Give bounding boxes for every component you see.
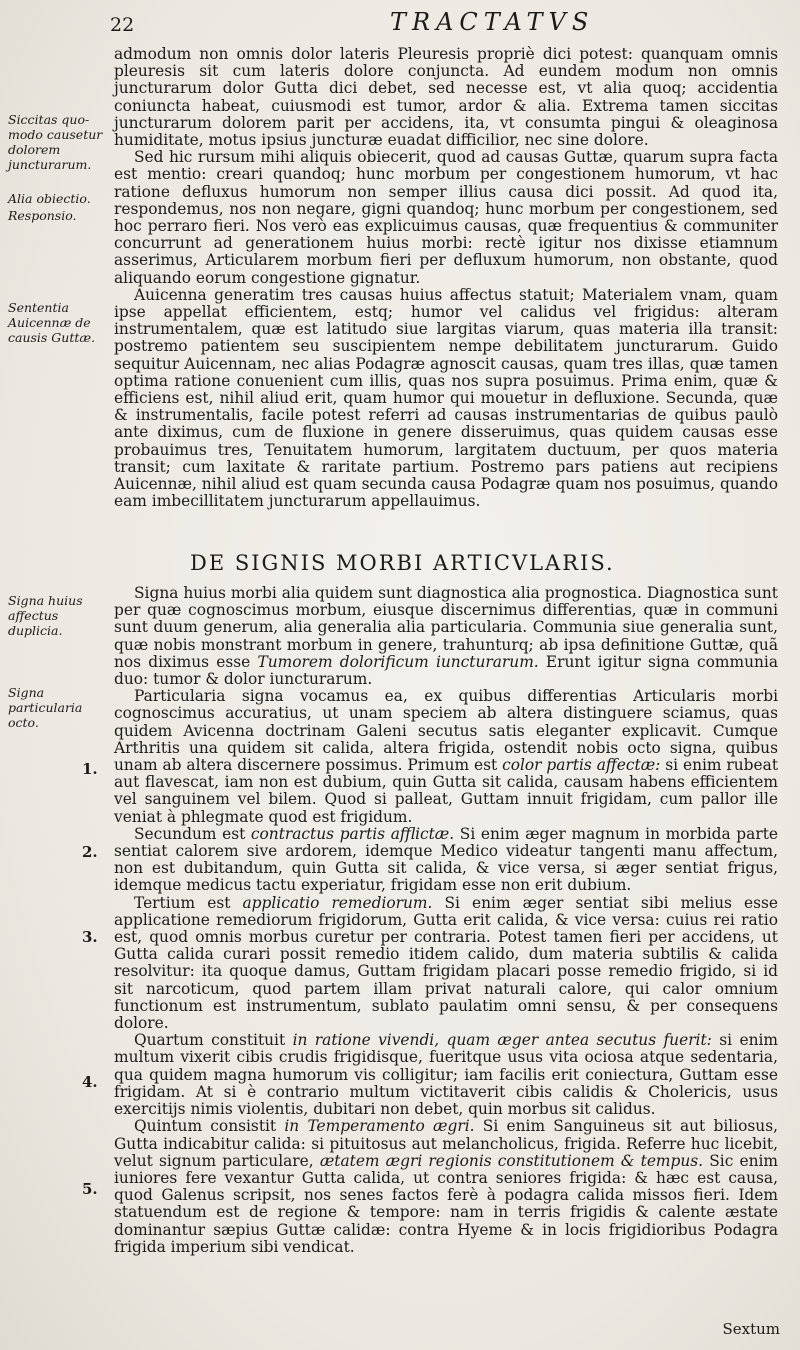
section-heading: DE SIGNIS MORBI ARTICVLARIS.: [190, 551, 615, 575]
running-head: TRACTATVS: [390, 8, 595, 36]
margin-note-siccitas: Siccitas quo- modo causetur dolorem juncturarum.: [8, 112, 103, 172]
paragraph: Signa huius morbi alia quidem sunt diagnostica alia prognostica. Diagnostica sunt per quæ cognoscimus morbum, eiusque discernimus differentias, quæ in communi sunt duum generum, alia generalia alia particularia. Communia siue generalia sunt, quæ nobis monstrant morbum in genere, trahunturq; ab ipsa definitione Guttæ, quã nos diximus esse Tumorem dolorificum iuncturarum. Erunt igitur signa communia duo: tumor & dolor iuncturarum.: [114, 584, 779, 689]
margin-note-signa: Signa huius affectus duplicia.: [8, 593, 83, 638]
paragraph: Quintum consistit in Temperamento ægri. Si enim Sanguineus sit aut biliosus, Gutta indicabitur calida: si pituitosus aut melancholicus, frigida. Referre huc licebit, velut signum particulare, ætatem ægri regionis constitutionem & tempus. Sic enim iuniores fere vexantur Gutta calida, ut contra seniores frigida: & hæc est causa, quod Galenus scripsit, nos senes factos ferè à podagra calida missos fieri. Idem statuendum est de regione & tempore: nam in terris frigidis & calente æstate dominantur sæpius Guttæ calidæ: contra Hyeme & in locis frigidioribus Podagra frigida imperium sibi vendicat.: [114, 1117, 778, 1256]
item-number-1: 1.: [82, 760, 98, 778]
page-number: 22: [110, 14, 135, 36]
item-number-2: 2.: [82, 843, 98, 861]
text-block-lower: [114, 585, 778, 1256]
page-header: [110, 8, 770, 42]
item-number-3: 3.: [82, 928, 98, 946]
catchword: Sextum: [722, 1320, 780, 1338]
paragraph: Tertium est applicatio remediorum. Si enim æger sentiat sibi melius esse applicatione remediorum frigidorum, Gutta erit calida, & vice versa: cuius rei ratio est, quod omnis morbus curetur per contraria. Potest tamen fieri per accidens, ut Gutta calida curari possit remedio itidem calido, dum materia subtilis & calida resolvitur: ita quoque damus, Guttam frigidam placari posse remedio frigido, si id sit narcoticum, quod partem illam privat naturali calore, qui calor omnium functionum est instrumentum, sublato paulatim omni sensu, & per consequens dolore.: [114, 893, 779, 1033]
paragraph: Particularia signa vocamus ea, ex quibus differentias Articularis morbi cognoscimus accuratius, ut unam speciem ab altera distinguere sciamus, quas quidem Avicenna doctrinam Galeni secutus satis eleganter explicavit. Cumque Arthritis una quidem sit calida, altera frigida, ostendit nobis octo signa, quibus unam ab altera discernere possimus. Primum est color partis affectæ: si enim rubeat aut flavescat, iam non est dubium, quin Gutta sit calida, causam habens efficientem vel sanguinem vel bilem. Quod si palleat, Guttam innuit frigidam, cum pallor ille veniat à phlegmate quod est frigidum.: [114, 687, 778, 826]
margin-note-responsio: Responsio.: [8, 208, 77, 223]
margin-note-auicenna: Sententia Auicennæ de causis Guttæ.: [8, 300, 96, 345]
margin-note-obiectio: Alia obiectio.: [8, 191, 91, 206]
item-number-4: 4.: [82, 1073, 98, 1091]
paragraph: Secundum est contractus partis afflictæ. Si enim æger magnum in morbida parte sentiat calorem sive ardorem, idemque Medico videatur tangenti manu affectum, non est dubitandum, quin Gutta sit calida, & vice versa, si æger sentiat frigus, idemque medicus tactu experiatur, frigidam esse non erit dubium.: [114, 824, 778, 895]
text-block-upper: [114, 46, 778, 510]
margin-note-particularia: Signa particularia octo.: [8, 685, 83, 730]
paragraph: Sed hic rursum mihi aliquis obiecerit, quod ad causas Guttæ, quarum supra facta est mentio: creari quandoq; hunc morbum per congestionem humorum, vt hac ratione defluxus humorum non semper illius causa dici possit. Ad quod ita, respondemus, nos non negare, gigni quandoq; hunc morbum per congestionem, sed hoc perraro fieri. Nos verò eas explicuimus causas, quæ frequentius & communiter concurrunt ad generationem huius morbi: rectè igitur nos dixisse etiamnum asserimus, Articularem morbum fieri per defluxum humorum, non obstante, quod aliquando eorum congestione gignatur.: [114, 148, 778, 287]
paragraph: admodum non omnis dolor lateris Pleuresis propriè dici potest: quanquam omnis pleuresis sit cum lateris dolore conjuncta. Ad eundem modum non omnis juncturarum dolor Gutta dici debet, sed necesse est, vt alia quoq; accidentia coniuncta habeat, cuiusmodi est tumor, ardor & alia. Extrema tamen siccitas juncturarum dolorem parit per accidens, ita, vt consumta pingui & oleaginosa humiditate, motus ipsius juncturæ euadat difficilior, nec sine dolore.: [114, 45, 778, 150]
item-number-5: 5.: [82, 1180, 98, 1198]
paragraph: Quartum constituit in ratione vivendi, quam æger antea secutus fuerit: si enim multum vixerit cibis crudis frigidisque, fueritque usus vita ociosa atque sedentaria, qua quidem magna humorum vis colligitur; iam facilis erit coniectura, Guttam esse frigidam. At si è contrario multum victitaverit cibis calidis & Cholericis, usus exercitijs nimis violentis, dubitari non debet, quin morbus sit calidus.: [114, 1031, 779, 1119]
paragraph: Auicenna generatim tres causas huius affectus statuit; Materialem vnam, quam ipse appellat efficientem, estq; humor vel calidus vel frigidus: alteram instrumentalem, quæ est latitudo siue largitas viarum, quas materia illa transit: postremo patientem seu suscipientem nempe debilitatem juncturarum. Guido sequitur Auicennam, nec alias Podagræ agnoscit causas, quam tres illas, quæ tamen optima ratione conuenient cum illis, quas nos supra posuimus. Prima enim, quæ & efficiens est, nihil aliud erit, quam humor qui mouetur in defluxione. Secunda, quæ & instrumentalis, facile potest referri ad causas instrumentarias de quibus paulò ante diximus, cum de fluxione in genere disseruimus, quas quidem causas esse probauimus tres, Tenuitatem humorum, largitatem ductuum, per quos materia transit; cum laxitate & raritate partium. Postremo pars patiens aut recipiens Auicennæ, nihil aliud est quam secunda causa Podagræ quam nos posuimus, quando eam imbecillitatem juncturarum appellauimus.: [114, 285, 778, 511]
